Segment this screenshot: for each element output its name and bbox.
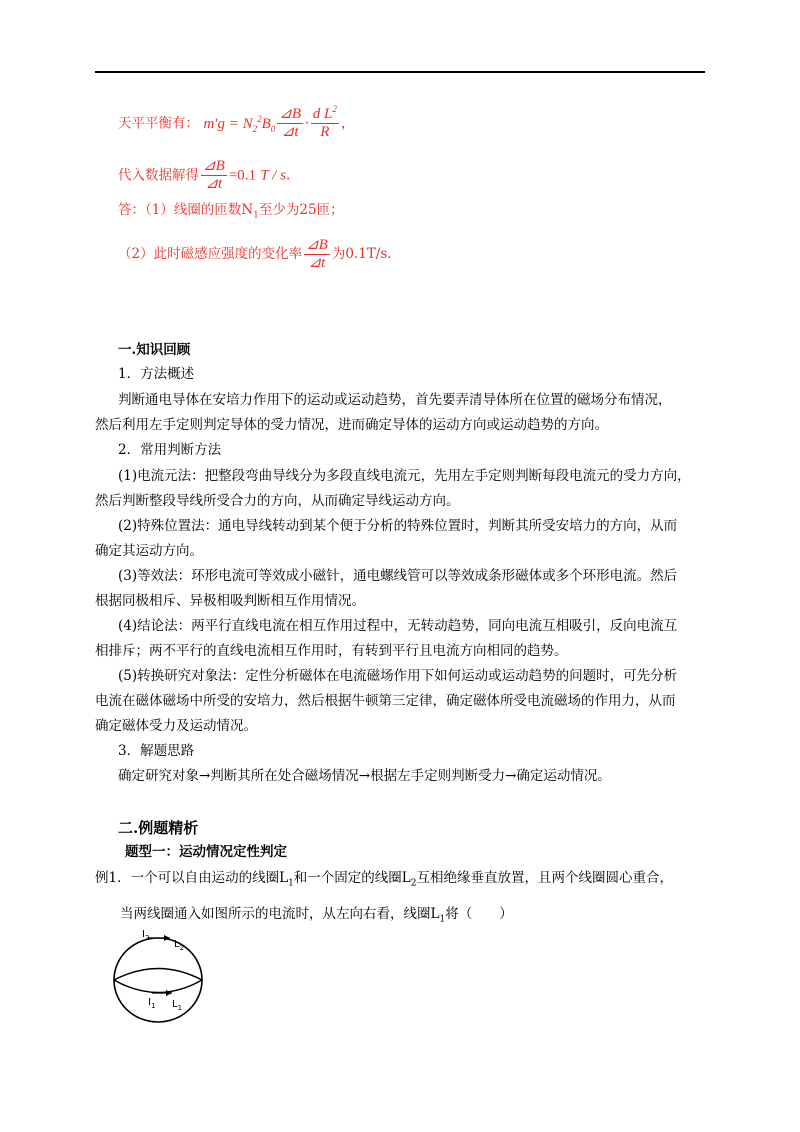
item3-title: 3．解题思路	[118, 743, 195, 759]
method-4-line-1: (4)结论法：两平行直线电流在相互作用过程中，无转动趋势，同向电流互相吸引，反向电流互	[118, 618, 678, 634]
item1-para-2: 然后利用左手定则判定导体的受力情况，进而确定导体的运动方向或运动趋势的方向。	[95, 417, 608, 433]
method-4-line-2: 相排斥；两不平行的直线电流相互作用时，有转到平行且电流方向相同的趋势。	[95, 643, 568, 659]
method-5-line-1: (5)转换研究对象法：定性分析磁体在电流磁场作用下如何运动或运动趋势的问题时，可先分析	[118, 668, 678, 684]
answer-1: 答：（1）线圈的匝数$N_1$至少为25匝；	[118, 202, 344, 221]
section-title-examples: 二.例题精析	[118, 819, 199, 837]
substitution-line: 代入数据解得 $\frac{⊿B}{⊿t}$ =0.1 T / s.	[118, 158, 291, 192]
label-l1: $L_1$	[172, 999, 183, 1012]
method-2-line-1: (2)特殊位置法：通电导线转动到某个便于分析的特殊位置时，判断其所受安培力的方向，从而	[118, 518, 678, 534]
frac-dB-dt: $\frac{⊿B}{⊿t}$	[279, 106, 302, 140]
method-1-line-2: 然后判断整段导线所受合力的方向，从而确定导线运动方向。	[95, 493, 460, 509]
frac-dL2-R: $\frac{d L^2}{R}$	[312, 104, 337, 140]
item3-para: 确定研究对象→判断其所在处合磁场情况→根据左手定则判断受力→确定运动情况。	[118, 768, 611, 784]
current-arrow-top-head	[164, 935, 170, 941]
label-l2: $L_2$	[174, 939, 185, 952]
coil-l1-front-arc	[114, 980, 202, 993]
sub-label: 代入数据解得	[118, 167, 199, 184]
item2-title: 2．常用判断方法	[118, 442, 222, 458]
balance-formula: $m'g = N_2^2B_0$	[203, 113, 276, 134]
label-i1: $I_1$	[148, 997, 156, 1010]
method-2-line-2: 确定其运动方向。	[95, 543, 203, 559]
type-title: 题型一：运动情况定性判定	[125, 844, 287, 860]
answer-2: （2）此时磁感应强度的变化率 $\frac{⊿B}{⊿t}$ 为0.1T/s.	[118, 237, 392, 271]
section-title-review: 一.知识回顾	[118, 342, 191, 358]
header-rule	[95, 71, 705, 73]
item1-title: 1．方法概述	[118, 366, 195, 382]
coil-l1-back-arc	[114, 969, 202, 981]
method-1-line-1: (1)电流元法：把整段弯曲导线分为多段直线电流元，先用左手定则判断每段电流元的受力方向，	[118, 468, 691, 484]
method-3-line-2: 根据同极相斥、异极相吸判断相互作用情况。	[95, 593, 365, 609]
balance-label: 天平平衡有：	[118, 115, 199, 132]
example-1-line-2: 当两线圈通入如图所示的电流时，从左向右看，线圈$L_1$将（ ）	[120, 906, 513, 925]
label-i2: $I_2$	[142, 929, 150, 942]
frac-dB-dt-3: $\frac{⊿B}{⊿t}$	[306, 237, 328, 271]
balance-equation: 天平平衡有： $m'g = N_2^2B_0$ $\frac{⊿B}{⊿t}$ · $\frac{d L^2}{R}$ ，	[118, 104, 355, 140]
example-1-line-1: 例1．一个可以自由运动的线圈$L_1$和一个固定的线圈$L_2$互相绝缘垂直放置，且两个线圈圆心重合，	[95, 870, 673, 889]
method-5-line-2: 电流在磁体磁场中所受的安培力，然后根据牛顿第三定律，确定磁体所受电流磁场的作用力，从而	[95, 693, 676, 709]
item1-para-1: 判断通电导体在安培力作用下的运动或运动趋势，首先要弄清导体所在位置的磁场分布情况，	[118, 392, 672, 408]
method-5-line-3: 确定磁体受力及运动情况。	[95, 718, 257, 734]
coil-figure	[108, 925, 218, 1025]
method-3-line-1: (3)等效法：环形电流可等效成小磁针，通电螺线管可以等效成条形磁体或多个环形电流。然后	[118, 568, 678, 584]
coil-l2-circle	[114, 938, 202, 1022]
frac-dB-dt-2: $\frac{⊿B}{⊿t}$	[203, 158, 225, 192]
